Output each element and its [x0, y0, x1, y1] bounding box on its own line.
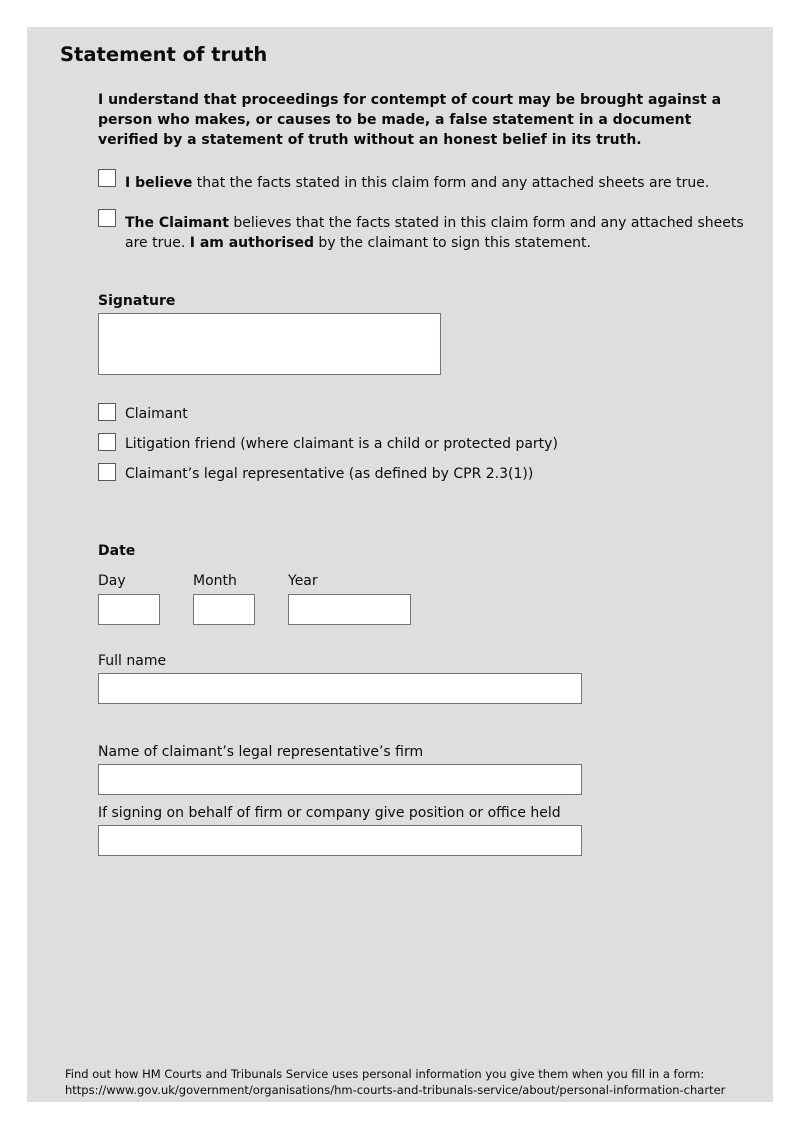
litigation-friend-checkbox[interactable]	[98, 433, 116, 451]
year-label: Year	[288, 573, 318, 589]
signature-label: Signature	[98, 293, 176, 309]
footer-line-1: Find out how HM Courts and Tribunals Service uses personal information you give them when you fill in a form:	[65, 1067, 705, 1081]
legal-representative-label: Claimant’s legal representative (as defined by CPR 2.3(1))	[125, 466, 534, 482]
claimant-believes-text: believes that the facts stated in this claim form and any attached sheets are true.	[125, 215, 744, 251]
litigation-friend-label: Litigation friend (where claimant is a child or protected party)	[125, 436, 558, 452]
statement-of-truth-panel	[27, 27, 773, 1102]
intro-text: I understand that proceedings for contempt of court may be brought against a person who makes, or causes to be made, a false statement in a document verified by a statement of truth without an honest belief in its truth.	[98, 92, 722, 148]
claimant-label: Claimant	[125, 406, 188, 422]
i-believe-label	[125, 173, 755, 193]
signature-field[interactable]	[98, 313, 441, 375]
claimant-checkbox[interactable]	[98, 403, 116, 421]
day-field[interactable]	[98, 594, 160, 625]
month-field[interactable]	[193, 594, 255, 625]
firm-name-field[interactable]	[98, 764, 582, 795]
i-believe-checkbox[interactable]	[98, 169, 116, 187]
day-label: Day	[98, 573, 126, 589]
month-label: Month	[193, 573, 237, 589]
position-field[interactable]	[98, 825, 582, 856]
full-name-label: Full name	[98, 653, 167, 669]
section-title: Statement of truth	[60, 43, 268, 66]
year-field[interactable]	[288, 594, 411, 625]
i-believe-text: that the facts stated in this claim form and any attached sheets are true.	[192, 175, 710, 191]
position-label: If signing on behalf of firm or company give position or office held	[98, 805, 561, 821]
full-name-field[interactable]	[98, 673, 582, 704]
date-label: Date	[98, 543, 136, 559]
firm-name-label: Name of claimant’s legal representative’s firm	[98, 744, 424, 760]
footer-link[interactable]: https://www.gov.uk/government/organisations/hm-courts-and-tribunals-service/about/personal-information-charter	[65, 1083, 726, 1097]
claimant-believes-checkbox[interactable]	[98, 209, 116, 227]
claimant-believes-bold: The Claimant	[125, 215, 229, 231]
footer-note	[65, 1066, 725, 1098]
authorised-bold: I am authorised	[189, 235, 314, 251]
claimant-believes-label	[125, 213, 755, 253]
legal-representative-checkbox[interactable]	[98, 463, 116, 481]
i-believe-bold: I believe	[125, 175, 193, 191]
authorised-text: by the claimant to sign this statement.	[313, 235, 591, 251]
